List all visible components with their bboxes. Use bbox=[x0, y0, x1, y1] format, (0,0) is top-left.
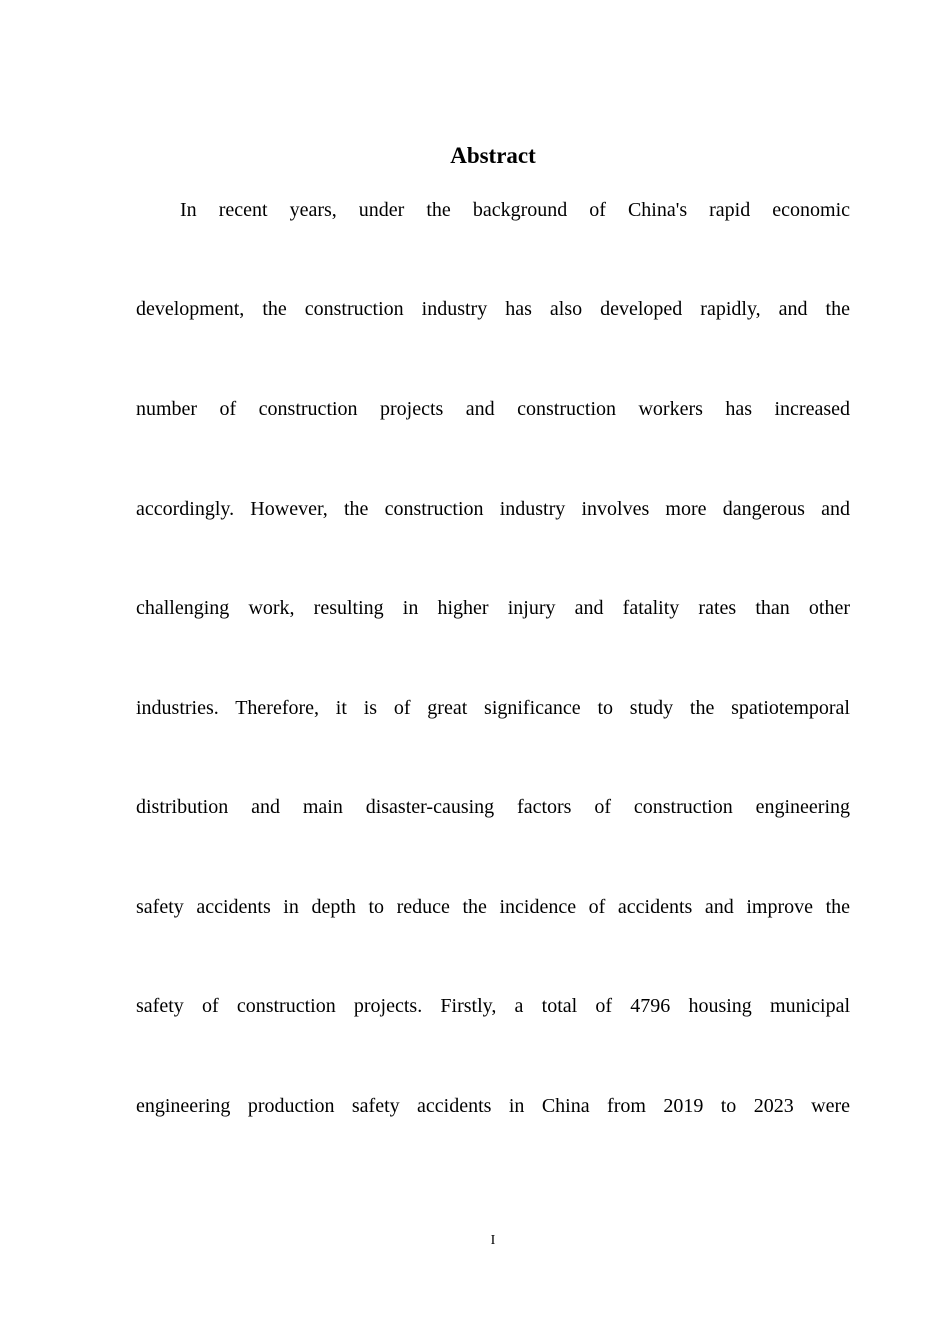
abstract-line: distribution and main disaster-causing factors of construction engineering bbox=[136, 796, 850, 818]
abstract-line: safety accidents in depth to reduce the incidence of accidents and improve the bbox=[136, 896, 850, 918]
abstract-line: industries. Therefore, it is of great significance to study the spatiotemporal bbox=[136, 697, 850, 719]
page-number: I bbox=[490, 1233, 496, 1248]
abstract-heading: Abstract bbox=[450, 143, 536, 168]
abstract-line: challenging work, resulting in higher injury and fatality rates than other bbox=[136, 597, 850, 619]
abstract-line: development, the construction industry has also developed rapidly, and the bbox=[136, 298, 850, 320]
abstract-line: engineering production safety accidents in China from 2019 to 2023 were bbox=[136, 1095, 850, 1117]
abstract-line: safety of construction projects. Firstly, a total of 4796 housing municipal bbox=[136, 995, 850, 1017]
abstract-line: accordingly. However, the construction industry involves more dangerous and bbox=[136, 498, 850, 520]
abstract-line: In recent years, under the background of China's rapid economic bbox=[180, 199, 850, 221]
abstract-line: number of construction projects and construction workers has increased bbox=[136, 398, 850, 420]
